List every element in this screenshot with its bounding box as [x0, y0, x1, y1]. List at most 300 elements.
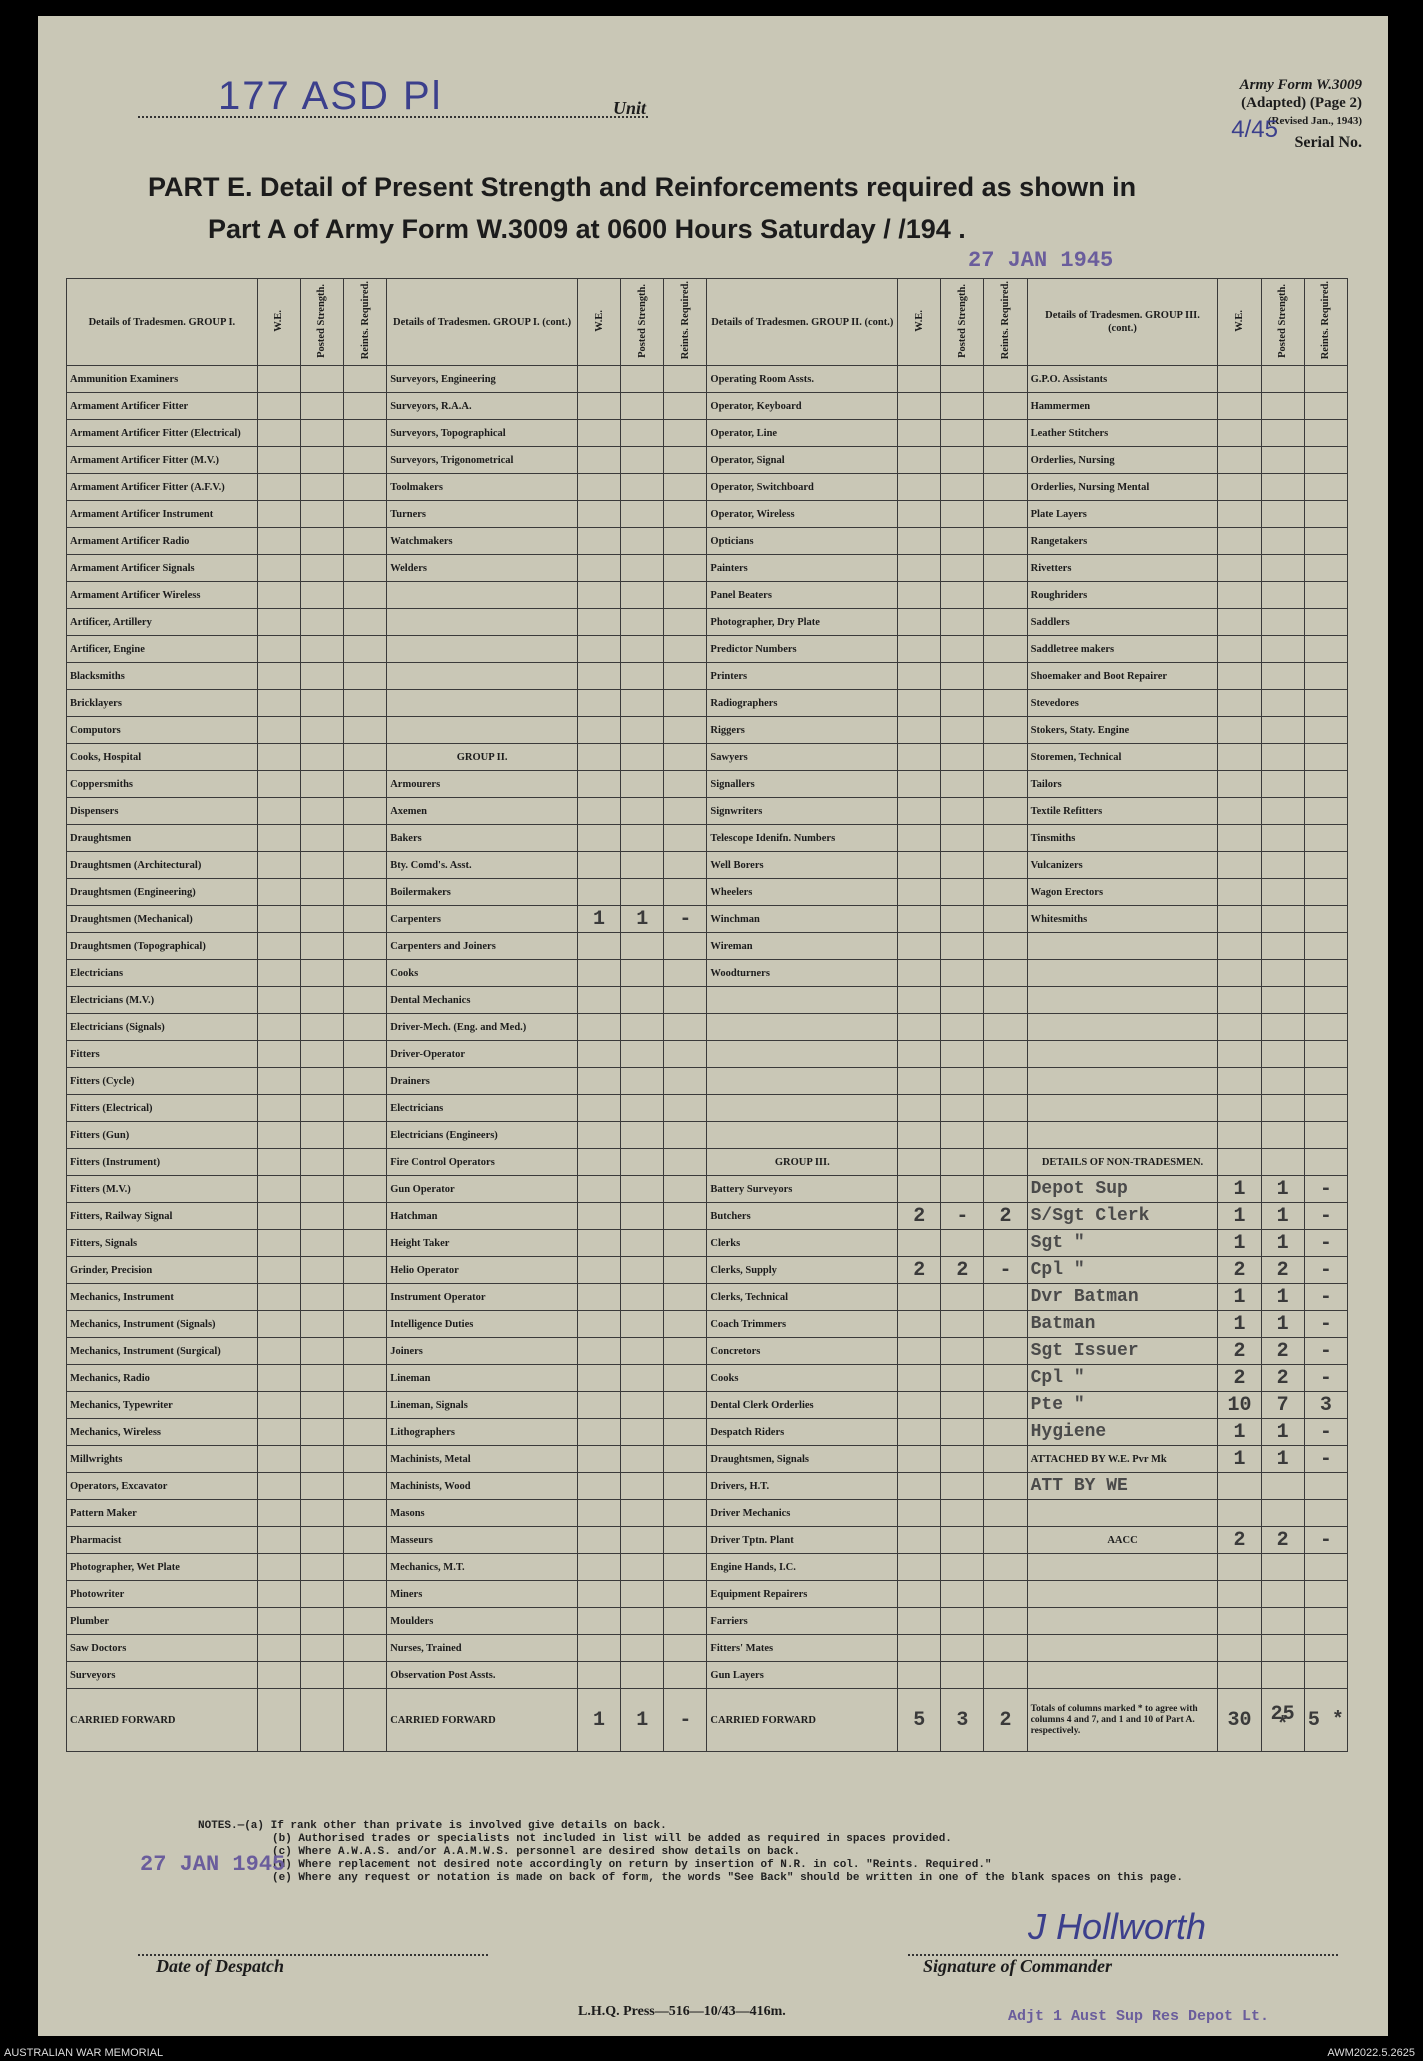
trade-name-cell: Mechanics, M.T.	[387, 1554, 578, 1581]
count-cell	[577, 1365, 620, 1392]
count-cell: 1	[1218, 1230, 1261, 1257]
count-cell	[344, 447, 387, 474]
trade-name-cell: Observation Post Assts.	[387, 1662, 578, 1689]
count-cell: 1	[1261, 1311, 1304, 1338]
count-cell	[664, 366, 707, 393]
table-row	[67, 906, 1348, 933]
count-cell	[1261, 1662, 1304, 1689]
count-cell	[664, 879, 707, 906]
count-cell	[300, 987, 343, 1014]
cf-cell	[300, 1689, 343, 1752]
trade-name-cell: GROUP III.	[707, 1149, 898, 1176]
note-line: (c) Where A.W.A.S. and/or A.A.M.W.S. personnel are desired show details on back.	[272, 1846, 801, 1858]
count-cell	[344, 852, 387, 879]
count-cell	[984, 420, 1027, 447]
count-cell	[984, 744, 1027, 771]
count-cell	[577, 636, 620, 663]
count-cell: 1	[1261, 1419, 1304, 1446]
col-we: W.E.	[257, 279, 300, 366]
count-cell	[941, 1338, 984, 1365]
trade-name-cell: Clerks, Supply	[707, 1257, 898, 1284]
table-row	[67, 1500, 1348, 1527]
count-cell	[984, 933, 1027, 960]
trade-name-cell: Machinists, Wood	[387, 1473, 578, 1500]
table-row	[67, 1635, 1348, 1662]
table-row	[67, 1554, 1348, 1581]
count-cell	[898, 1122, 941, 1149]
count-cell	[1304, 960, 1347, 987]
trade-name-cell: Hammermen	[1027, 393, 1218, 420]
count-cell	[344, 1338, 387, 1365]
count-cell	[300, 798, 343, 825]
count-cell	[1218, 798, 1261, 825]
count-cell	[1304, 528, 1347, 555]
count-cell	[1218, 1041, 1261, 1068]
count-cell	[1218, 933, 1261, 960]
note-line: (e) Where any request or notation is made on back of form, the words "See Back" should be written in one of the blank spaces on this page.	[272, 1872, 1183, 1884]
table-row	[67, 1095, 1348, 1122]
count-cell	[257, 1311, 300, 1338]
count-cell	[300, 393, 343, 420]
count-cell	[898, 690, 941, 717]
count-cell	[344, 933, 387, 960]
count-cell	[257, 1554, 300, 1581]
trade-name-cell: Armament Artificer Fitter	[67, 393, 258, 420]
count-cell	[257, 1257, 300, 1284]
table-row	[67, 1365, 1348, 1392]
count-cell	[941, 1311, 984, 1338]
count-cell	[344, 744, 387, 771]
trade-name-cell: Toolmakers	[387, 474, 578, 501]
count-cell	[577, 825, 620, 852]
trade-name-cell	[707, 1014, 898, 1041]
count-cell	[1304, 555, 1347, 582]
count-cell	[664, 474, 707, 501]
count-cell	[664, 555, 707, 582]
count-cell	[941, 609, 984, 636]
count-cell	[344, 420, 387, 447]
form-adapted: (Adapted) (Page 2)	[1241, 95, 1362, 111]
count-cell	[664, 825, 707, 852]
count-cell	[664, 1095, 707, 1122]
trade-name-cell: Lineman	[387, 1365, 578, 1392]
trade-name-cell: Textile Refitters	[1027, 798, 1218, 825]
count-cell	[1304, 366, 1347, 393]
count-cell	[300, 1635, 343, 1662]
count-cell	[621, 474, 664, 501]
count-cell	[941, 1149, 984, 1176]
trade-name-cell	[1027, 960, 1218, 987]
count-cell	[984, 1500, 1027, 1527]
count-cell	[1261, 1581, 1304, 1608]
count-cell	[1261, 771, 1304, 798]
count-cell	[941, 1581, 984, 1608]
count-cell	[1218, 1122, 1261, 1149]
trade-name-cell: Artificer, Artillery	[67, 609, 258, 636]
table-row	[67, 1527, 1348, 1554]
count-cell	[1261, 393, 1304, 420]
count-cell	[941, 582, 984, 609]
watermark-left: AUSTRALIAN WAR MEMORIAL	[4, 2047, 164, 2059]
trade-name-cell: Mechanics, Instrument (Signals)	[67, 1311, 258, 1338]
count-cell	[621, 987, 664, 1014]
count-cell	[898, 1635, 941, 1662]
count-cell	[1304, 1581, 1347, 1608]
count-cell	[984, 1419, 1027, 1446]
count-cell	[1218, 1500, 1261, 1527]
trade-name-cell: Signwriters	[707, 798, 898, 825]
count-cell	[577, 717, 620, 744]
trade-name-cell: Cooks, Hospital	[67, 744, 258, 771]
trade-name-cell	[707, 1041, 898, 1068]
trade-name-cell: Butchers	[707, 1203, 898, 1230]
despatch-label: Date of Despatch	[156, 1956, 284, 1976]
count-cell	[664, 1284, 707, 1311]
trade-name-cell: Stokers, Staty. Engine	[1027, 717, 1218, 744]
table-row	[67, 717, 1348, 744]
count-cell	[621, 879, 664, 906]
count-cell	[1218, 555, 1261, 582]
count-cell	[257, 1284, 300, 1311]
table-row	[67, 393, 1348, 420]
trade-name-cell	[707, 1068, 898, 1095]
trade-name-cell: Masseurs	[387, 1527, 578, 1554]
count-cell	[344, 663, 387, 690]
count-cell	[898, 1446, 941, 1473]
trade-name-cell: Batman	[1027, 1311, 1218, 1338]
count-cell	[300, 1608, 343, 1635]
count-cell	[300, 1284, 343, 1311]
date-stamp: 27 JAN 1945	[968, 248, 1114, 273]
count-cell	[577, 1041, 620, 1068]
trade-name-cell: Surveyors, Engineering	[387, 366, 578, 393]
count-cell	[941, 1419, 984, 1446]
count-cell	[1304, 852, 1347, 879]
trade-name-cell	[707, 987, 898, 1014]
count-cell	[257, 528, 300, 555]
count-cell	[257, 1095, 300, 1122]
count-cell	[300, 771, 343, 798]
count-cell	[1261, 501, 1304, 528]
trade-name-cell: Dvr Batman	[1027, 1284, 1218, 1311]
trade-name-cell: Saddlers	[1027, 609, 1218, 636]
count-cell	[577, 1608, 620, 1635]
count-cell	[300, 744, 343, 771]
table-row	[67, 609, 1348, 636]
trade-name-cell: Operator, Keyboard	[707, 393, 898, 420]
count-cell	[1218, 987, 1261, 1014]
table-row	[67, 1419, 1348, 1446]
trade-name-cell: Hygiene	[1027, 1419, 1218, 1446]
count-cell	[257, 1608, 300, 1635]
count-cell	[1261, 879, 1304, 906]
cf-cell	[257, 1689, 300, 1752]
count-cell	[1218, 825, 1261, 852]
count-cell	[984, 906, 1027, 933]
count-cell	[898, 663, 941, 690]
count-cell	[257, 501, 300, 528]
count-cell	[344, 555, 387, 582]
count-cell	[898, 420, 941, 447]
count-cell	[344, 1419, 387, 1446]
count-cell	[344, 636, 387, 663]
trade-name-cell: Cpl "	[1027, 1257, 1218, 1284]
table-row	[67, 744, 1348, 771]
count-cell: 1	[1261, 1230, 1304, 1257]
count-cell	[1261, 528, 1304, 555]
trade-name-cell: Fitters (M.V.)	[67, 1176, 258, 1203]
count-cell	[300, 852, 343, 879]
count-cell	[1218, 717, 1261, 744]
count-cell	[664, 1392, 707, 1419]
count-cell	[621, 1392, 664, 1419]
note-line: NOTES.—(a) If rank other than private is involved give details on back.	[198, 1820, 667, 1832]
count-cell	[664, 1581, 707, 1608]
count-cell	[577, 1338, 620, 1365]
trade-name-cell: Well Borers	[707, 852, 898, 879]
count-cell	[257, 393, 300, 420]
trade-name-cell: Dental Mechanics	[387, 987, 578, 1014]
count-cell	[577, 1311, 620, 1338]
count-cell	[577, 663, 620, 690]
count-cell	[621, 1257, 664, 1284]
count-cell	[344, 1473, 387, 1500]
trade-name-cell: Roughriders	[1027, 582, 1218, 609]
count-cell	[1304, 933, 1347, 960]
trade-name-cell	[387, 717, 578, 744]
trade-name-cell: Armament Artificer Instrument	[67, 501, 258, 528]
count-cell: 1	[1261, 1176, 1304, 1203]
trade-name-cell: Axemen	[387, 798, 578, 825]
count-cell	[1304, 1500, 1347, 1527]
count-cell	[257, 771, 300, 798]
count-cell	[1304, 690, 1347, 717]
count-cell	[257, 1635, 300, 1662]
trade-name-cell: Turners	[387, 501, 578, 528]
table-row	[67, 771, 1348, 798]
count-cell	[664, 1122, 707, 1149]
trade-name-cell: Draughtsmen (Engineering)	[67, 879, 258, 906]
count-cell	[941, 1635, 984, 1662]
count-cell	[941, 1041, 984, 1068]
count-cell	[941, 1122, 984, 1149]
count-cell: 1	[1261, 1446, 1304, 1473]
count-cell	[941, 1284, 984, 1311]
count-cell	[984, 1041, 1027, 1068]
col-group-2-cont: Details of Tradesmen. GROUP II. (cont.)	[707, 279, 898, 366]
count-cell	[1218, 1068, 1261, 1095]
count-cell	[664, 690, 707, 717]
table-row	[67, 1176, 1348, 1203]
count-cell	[1304, 825, 1347, 852]
trade-name-cell: Operator, Switchboard	[707, 474, 898, 501]
table-row	[67, 1122, 1348, 1149]
count-cell	[1218, 906, 1261, 933]
count-cell	[1304, 1068, 1347, 1095]
count-cell	[984, 1284, 1027, 1311]
count-cell	[300, 366, 343, 393]
count-cell	[257, 1500, 300, 1527]
count-cell	[941, 1473, 984, 1500]
count-cell	[941, 393, 984, 420]
table-header-row	[67, 279, 1348, 366]
count-cell	[300, 1203, 343, 1230]
note-line: (b) Authorised trades or specialists not included in list will be added as required in spaces provided.	[272, 1833, 952, 1845]
count-cell	[577, 366, 620, 393]
count-cell: 3	[1304, 1392, 1347, 1419]
count-cell	[984, 636, 1027, 663]
count-cell	[664, 987, 707, 1014]
trade-name-cell: Electricians	[67, 960, 258, 987]
count-cell	[898, 1473, 941, 1500]
count-cell	[1261, 609, 1304, 636]
count-cell	[984, 1122, 1027, 1149]
count-cell	[257, 690, 300, 717]
count-cell	[300, 1095, 343, 1122]
table-row	[67, 1068, 1348, 1095]
count-cell	[621, 1203, 664, 1230]
count-cell	[984, 1608, 1027, 1635]
count-cell	[898, 1338, 941, 1365]
trade-name-cell: Photographer, Dry Plate	[707, 609, 898, 636]
count-cell	[984, 1554, 1027, 1581]
form-revised: (Revised Jan., 1943)	[1267, 115, 1362, 127]
count-cell	[898, 1527, 941, 1554]
count-cell	[941, 528, 984, 555]
count-cell: 2	[1261, 1257, 1304, 1284]
count-cell	[577, 1230, 620, 1257]
trade-name-cell: Armament Artificer Radio	[67, 528, 258, 555]
cf-cell: 1	[577, 1689, 620, 1752]
count-cell: 1	[1218, 1176, 1261, 1203]
count-cell	[300, 609, 343, 636]
count-cell	[984, 1014, 1027, 1041]
count-cell	[257, 879, 300, 906]
count-cell	[300, 636, 343, 663]
trade-name-cell: Armament Artificer Signals	[67, 555, 258, 582]
trade-name-cell: Rangetakers	[1027, 528, 1218, 555]
count-cell: 1	[1218, 1203, 1261, 1230]
count-cell	[898, 447, 941, 474]
title-line-1: PART E. Detail of Present Strength and Reinforcements required as shown in	[148, 172, 1137, 202]
count-cell	[1261, 1635, 1304, 1662]
count-cell	[621, 1041, 664, 1068]
count-cell	[577, 1392, 620, 1419]
count-cell	[344, 717, 387, 744]
trade-name-cell: Clerks	[707, 1230, 898, 1257]
count-cell	[1304, 744, 1347, 771]
count-cell	[1304, 609, 1347, 636]
count-cell	[257, 717, 300, 744]
count-cell	[344, 582, 387, 609]
count-cell	[577, 1014, 620, 1041]
count-cell	[664, 663, 707, 690]
col-posted: Posted Strength.	[941, 279, 984, 366]
count-cell	[664, 420, 707, 447]
totals-note: Totals of columns marked * to agree with columns 4 and 7, and 1 and 10 of Part A. respectively.	[1027, 1689, 1218, 1752]
count-cell	[621, 1311, 664, 1338]
count-cell	[664, 1527, 707, 1554]
table-row	[67, 1473, 1348, 1500]
trade-name-cell	[1027, 1014, 1218, 1041]
count-cell	[898, 1581, 941, 1608]
trade-name-cell: Fitters, Signals	[67, 1230, 258, 1257]
count-cell	[257, 1419, 300, 1446]
trade-name-cell: Opticians	[707, 528, 898, 555]
table-row	[67, 1608, 1348, 1635]
count-cell	[984, 447, 1027, 474]
trade-name-cell: Draughtsmen (Mechanical)	[67, 906, 258, 933]
count-cell	[1304, 1149, 1347, 1176]
count-cell	[300, 1041, 343, 1068]
trade-name-cell: Millwrights	[67, 1446, 258, 1473]
count-cell	[344, 825, 387, 852]
count-cell	[898, 1014, 941, 1041]
count-cell	[1261, 420, 1304, 447]
count-cell	[1218, 1554, 1261, 1581]
count-cell	[664, 1203, 707, 1230]
cf-cell: 25 *	[1261, 1689, 1304, 1752]
count-cell	[664, 1635, 707, 1662]
count-cell	[344, 1554, 387, 1581]
col-reints: Reints. Required.	[664, 279, 707, 366]
trade-name-cell: Orderlies, Nursing	[1027, 447, 1218, 474]
table-row	[67, 555, 1348, 582]
count-cell: 2	[1218, 1365, 1261, 1392]
count-cell	[898, 1419, 941, 1446]
count-cell	[300, 555, 343, 582]
count-cell	[664, 960, 707, 987]
count-cell	[984, 690, 1027, 717]
count-cell	[577, 393, 620, 420]
count-cell	[344, 1014, 387, 1041]
count-cell: 1	[1261, 1284, 1304, 1311]
count-cell	[1304, 663, 1347, 690]
count-cell	[1218, 393, 1261, 420]
trade-name-cell: Lineman, Signals	[387, 1392, 578, 1419]
count-cell	[257, 1581, 300, 1608]
trade-name-cell	[707, 1122, 898, 1149]
count-cell	[621, 1284, 664, 1311]
trade-name-cell: Orderlies, Nursing Mental	[1027, 474, 1218, 501]
count-cell	[1218, 1635, 1261, 1662]
count-cell	[577, 1068, 620, 1095]
cf-cell: 5	[898, 1689, 941, 1752]
trade-name-cell: Wagon Erectors	[1027, 879, 1218, 906]
count-cell	[577, 1662, 620, 1689]
count-cell	[664, 1554, 707, 1581]
count-cell	[300, 879, 343, 906]
count-cell	[1261, 825, 1304, 852]
count-cell	[1261, 1095, 1304, 1122]
trade-name-cell	[1027, 1095, 1218, 1122]
count-cell	[300, 1392, 343, 1419]
table-row	[67, 1338, 1348, 1365]
cf-cell	[344, 1689, 387, 1752]
trade-name-cell: Draughtsmen (Architectural)	[67, 852, 258, 879]
trade-name-cell: Drivers, H.T.	[707, 1473, 898, 1500]
count-cell	[1261, 1149, 1304, 1176]
count-cell	[621, 1581, 664, 1608]
count-cell	[1261, 1068, 1304, 1095]
count-cell	[300, 1149, 343, 1176]
count-cell	[344, 1311, 387, 1338]
count-cell	[664, 1473, 707, 1500]
count-cell	[621, 825, 664, 852]
count-cell	[898, 609, 941, 636]
count-cell	[984, 1635, 1027, 1662]
count-cell	[1218, 501, 1261, 528]
